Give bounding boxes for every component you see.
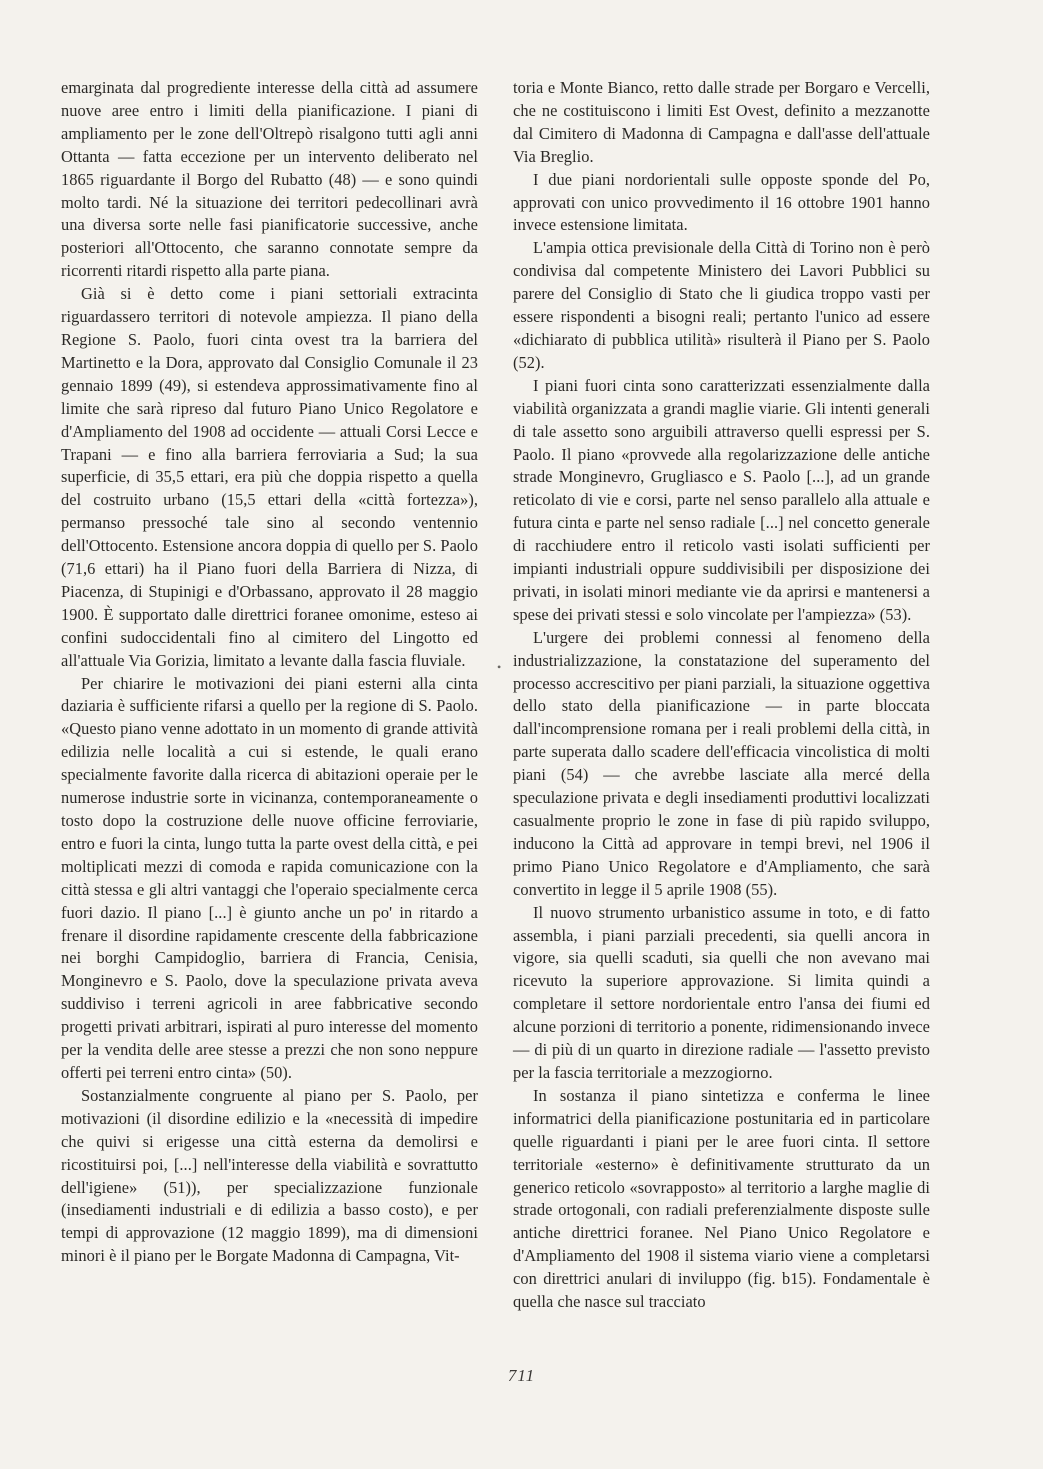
right-paragraph-5: L'urgere dei problemi connessi al fenomeno della industrializzazione, la constatazione del superamento del processo accrescitivo per piani parziali, la situazione oggettiva dello stato della pianificazione — in parte bloccata dall'incomprensione romana per i reali problemi della città, in parte superata dallo scadere dell'efficacia vincolistica di molti piani (54) — che avrebbe lasciate alla mercé della speculazione privata e degli insediamenti produttivi localizzati casualmente proprio le zone in fase di più rapido sviluppo, inducono la Città ad approvare in tempi brevi, nel 1906 il primo Piano Unico Regolatore e d'Ampliamento, che sarà convertito in legge il 5 aprile 1908 (55). (513, 627, 930, 899)
right-paragraph-1: toria e Monte Bianco, retto dalle strade per Borgaro e Vercelli, che ne costituiscono i limiti Est Ovest, definito a mezzanotte dal Cimitero di Madonna di Campagna e dall'asse dell'attuale Via Breglio. (513, 78, 930, 166)
right-paragraph-3: L'ampia ottica previsionale della Città di Torino non è però condivisa dal competente Ministero dei Lavori Pubblici su parere del Consiglio di Stato che li giudica troppo vasti per essere rispondenti a bisogni reali; pertanto l'unico ad essere «dichiarato di pubblica utilità» risulterà il Piano per S. Paolo (52). (513, 238, 930, 372)
right-paragraph-2: I due piani nordorientali sulle opposte sponde del Po, approvati con unico provvedimento il 16 ottobre 1901 hanno invece estensione limitata. (513, 169, 930, 235)
right-text-column (513, 77, 930, 1314)
right-paragraph-4: I piani fuori cinta sono caratterizzati essenzialmente dalla viabilità organizzata a grandi maglie viarie. Gli intenti generali di tale assetto sono arguibili attraverso quelli espressi per S. Paolo. Il piano «provvede alla regolarizzazione delle antiche strade Monginevro, Grugliasco e S. Paolo [...], ad un grande reticolato di vie e corsi, parte nel senso parallelo alla attuale e futura cinta e parte nel senso radiale [...] nel concetto generale di racchiudere entro il reticolo vasti isolati sufficienti per impianti industriali oppure suddivisibili per disposizione dei privati, in isolati minori mediante vie da aprirsi e mantenersi a spese dei privati stessi e solo vincolate per l'ampiezza» (53). (513, 375, 930, 624)
margin-mark: • (497, 660, 502, 674)
left-paragraph-1: emarginata dal progrediente interesse della città ad assumere nuove aree entro i limiti della pianificazione. I piani di ampliamento per le zone dell'Oltrepò risalgono tutti agli anni Ottanta — fatta eccezione per un intervento deliberato nel 1865 riguardante il Borgo del Rubatto (48) — e sono quindi molto tardi. Né la situazione dei territori pedecollinari avrà una diversa sorte nelle fasi pianificatorie successive, anche posteriori all'Ottocento, che saranno connotate sempre da ricorrenti ritardi rispetto alla parte piana. (61, 78, 478, 281)
left-paragraph-2: Già si è detto come i piani settoriali extracinta riguardassero territori di notevole ampiezza. Il piano della Regione S. Paolo, fuori cinta ovest tra la barriera del Martinetto e la Dora, approvato dal Consiglio Comunale il 23 gennaio 1899 (49), si estendeva approssimativamente fino al limite che sarà ripreso dal futuro Piano Unico Regolatore e d'Ampliamento del 1908 ad occidente — attuali Corsi Lecce e Trapani — e fino alla barriera ferroviaria a Sud; la sua superficie, di 35,5 ettari, era più che doppia rispetto a quella del costruito urbano (15,5 ettari della «città fortezza»), permanso pressoché tale sino al secondo ventennio dell'Ottocento. Estensione ancora doppia di quello per S. Paolo (71,6 ettari) ha il Piano fuori della Barriera di Nizza, di Piacenza, di Stupinigi e d'Orbassano, approvato il 28 maggio 1900. È supportato dalle direttrici foranee omonime, esteso ai confini sudoccidentali fino al cimitero del Lingotto ed all'attuale Via Gorizia, limitato a levante dalla fascia fluviale. (61, 284, 478, 670)
left-text-column (61, 77, 478, 1268)
left-paragraph-3: Per chiarire le motivazioni dei piani esterni alla cinta daziaria è sufficiente rifarsi a quello per la regione di S. Paolo. «Questo piano venne adottato in un momento di grande attività edilizia nelle località a cui si estende, le quali erano specialmente favorite dalla ricerca di abitazioni operaie per le numerose industrie sorte in vicinanza, contemporaneamente o tosto dopo la costruzione delle nuove officine ferroviarie, entro e fuori la cinta, lungo tutta la parte ovest della città, e pei moltiplicati mezzi di comoda e rapida comunicazione con la città stessa e gli altri vantaggi che l'operaio specialmente cerca fuori dazio. Il piano [...] è giunto anche un po' in ritardo a frenare il disordine rapidamente crescente della fabbricazione nei borghi Campidoglio, barriera di Francia, Cenisia, Monginevro e S. Paolo, dove la speculazione privata aveva suddiviso i terreni agricoli in aree fabbricative secondo progetti privati arbitrari, ispirati al puro interesse del momento per la vendita delle aree stesse a prezzi che non sono neppure offerti pei terreni entro cinta» (50). (61, 673, 478, 1082)
page-number: 711 (507, 1366, 536, 1385)
left-paragraph-4: Sostanzialmente congruente al piano per S. Paolo, per motivazioni (il disordine edilizio e la «necessità di impedire che quivi si erigesse una città esterna da demolirsi e ricostituirsi poi, [...] nell'interesse della viabilità e sovrattutto dell'igiene» (51)), per specializzazione funzionale (insediamenti industriali e di edilizia a basso costo), e per tempi di approvazione (12 maggio 1899), ma di dimensioni minori è il piano per le Borgate Madonna di Campagna, Vit- (61, 1085, 478, 1266)
right-paragraph-7: In sostanza il piano sintetizza e conferma le linee informatrici della pianificazione postunitaria ed in particolare quelle riguardanti i piani per le aree fuori cinta. Il settore territoriale «esterno» è definitivamente strutturato da un generico reticolo «sovrapposto» al territorio a larghe maglie di strade ortogonali, con radiali preferenzialmente disposte sulle antiche direttrici foranee. Nel Piano Unico Regolatore e d'Ampliamento del 1908 il sistema viario viene a completarsi con direttrici anulari di inviluppo (fig. b15). Fondamentale è quella che nasce sul tracciato (513, 1085, 930, 1312)
right-paragraph-6: Il nuovo strumento urbanistico assume in toto, e di fatto assembla, i piani parziali precedenti, sia quelli ancora in vigore, sia quelli scaduti, sia quelli che non avevano mai ricevuto la superiore approvazione. Si limita quindi a completare il settore nordorientale entro l'ansa dei fiumi ed alcune porzioni di territorio a ponente, ridimensionando invece — di più di un quarto in direzione radiale — l'assetto previsto per la fascia territoriale a mezzogiorno. (513, 902, 930, 1082)
